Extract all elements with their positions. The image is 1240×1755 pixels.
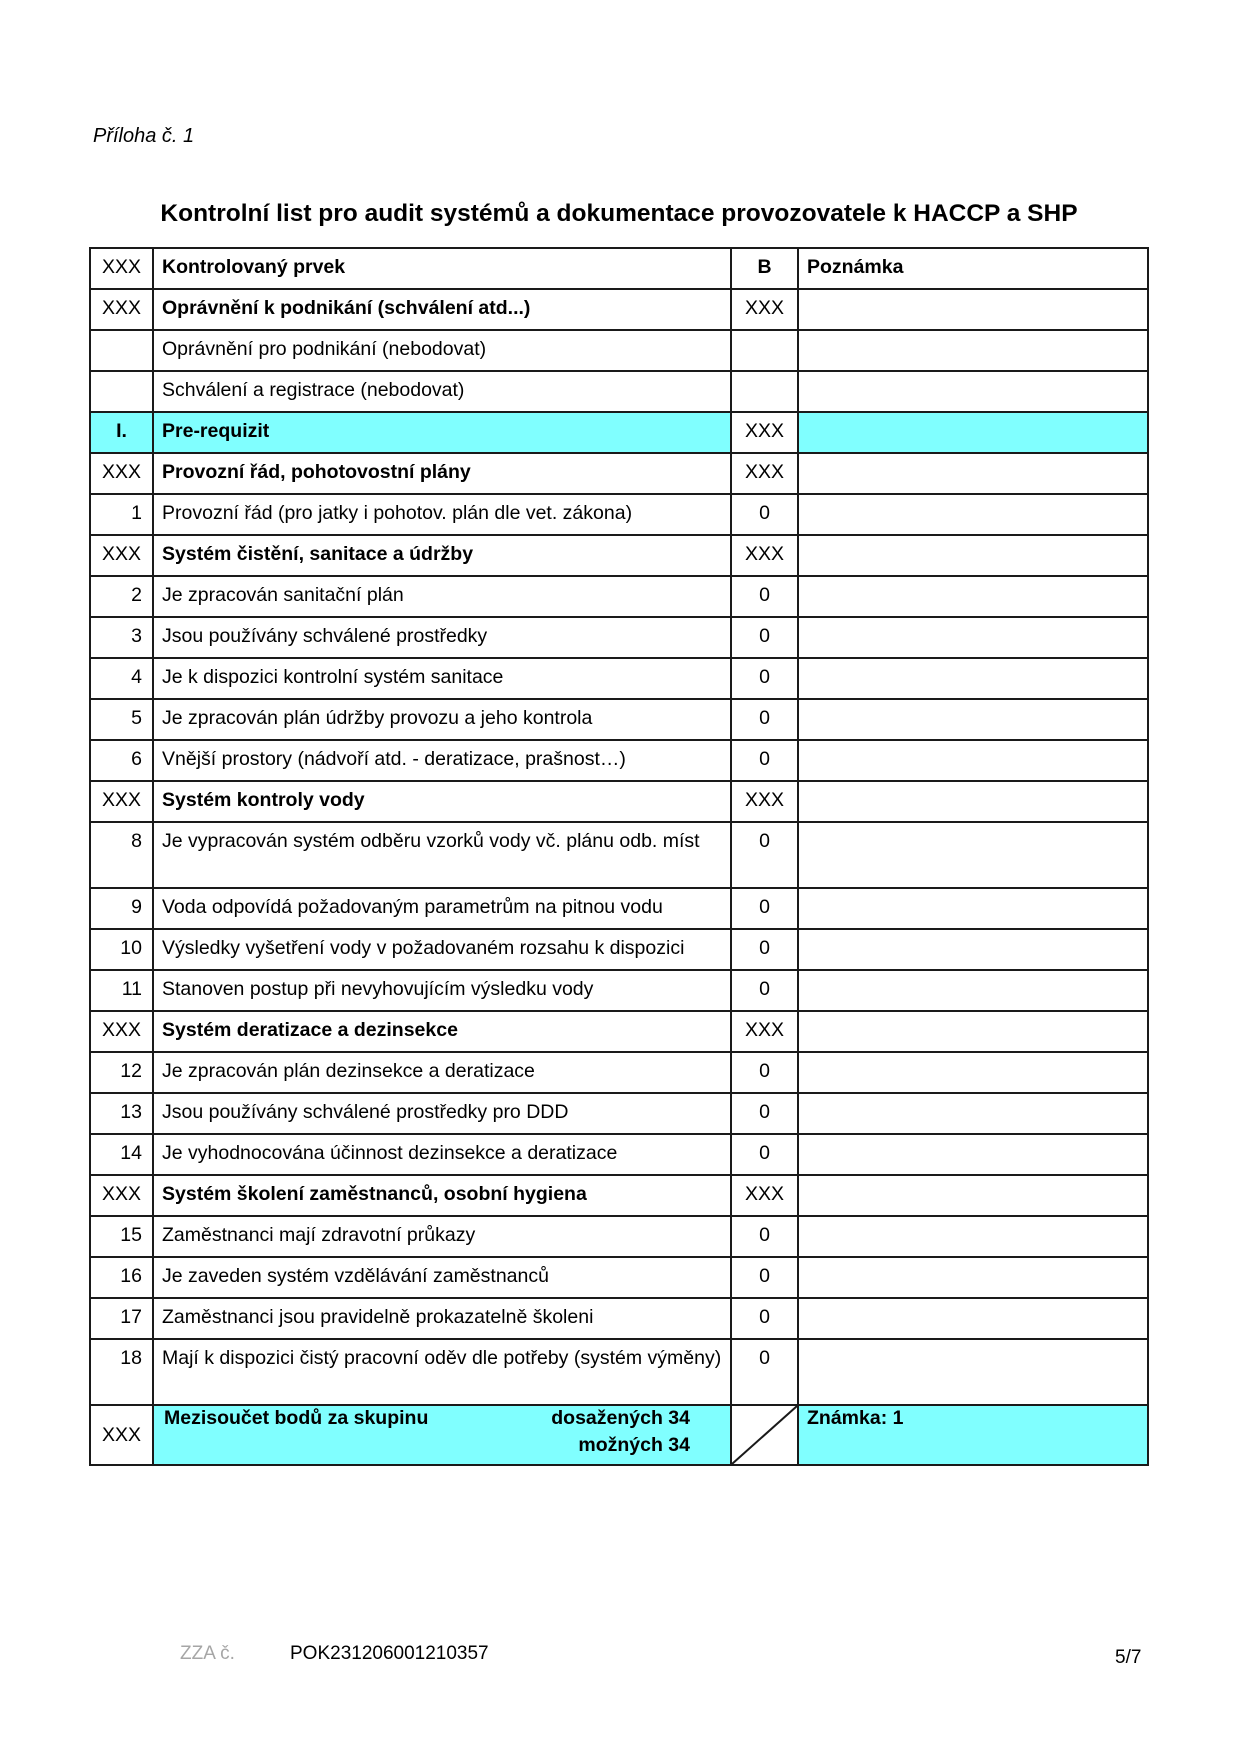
row-number: 9 (90, 888, 153, 929)
row-number: 17 (90, 1298, 153, 1339)
row-number: XXX (90, 453, 153, 494)
row-item: Voda odpovídá požadovaným parametrům na pitnou vodu (153, 888, 731, 929)
row-points: XXX (731, 535, 798, 576)
row-points: XXX (731, 289, 798, 330)
row-number: XXX (90, 535, 153, 576)
row-item: Zaměstnanci mají zdravotní průkazy (153, 1216, 731, 1257)
table-row (90, 822, 1148, 888)
row-item: Stanoven postup při nevyhovujícím výsledku vody (153, 970, 731, 1011)
row-note (798, 781, 1148, 822)
row-number: 15 (90, 1216, 153, 1257)
row-points: XXX (731, 453, 798, 494)
table-row (90, 1257, 1148, 1298)
row-number: 2 (90, 576, 153, 617)
group-row (90, 412, 1148, 453)
row-points: 0 (731, 1257, 798, 1298)
subtotal-grade: Známka: 1 (798, 1405, 1148, 1465)
row-number: 12 (90, 1052, 153, 1093)
row-note (798, 412, 1148, 453)
row-item: Oprávnění pro podnikání (nebodovat) (153, 330, 731, 371)
table-row (90, 576, 1148, 617)
row-note (798, 1257, 1148, 1298)
table-row (90, 371, 1148, 412)
row-number: 1 (90, 494, 153, 535)
row-item: Pre-requizit (153, 412, 731, 453)
row-note (798, 494, 1148, 535)
row-note (798, 1011, 1148, 1052)
table-row (90, 494, 1148, 535)
row-item: Schválení a registrace (nebodovat) (153, 371, 731, 412)
section-row (90, 1175, 1148, 1216)
row-number: 5 (90, 699, 153, 740)
row-item: Systém školení zaměstnanců, osobní hygiena (153, 1175, 731, 1216)
row-item: Je zpracován sanitační plán (153, 576, 731, 617)
checklist-table (89, 247, 1149, 1466)
row-item: Systém kontroly vody (153, 781, 731, 822)
row-number: 13 (90, 1093, 153, 1134)
row-points: 0 (731, 970, 798, 1011)
row-item: Je vyhodnocována účinnost dezinsekce a deratizace (153, 1134, 731, 1175)
row-note (798, 289, 1148, 330)
row-number: XXX (90, 1011, 153, 1052)
row-points: 0 (731, 1216, 798, 1257)
annex-label: Příloha č. 1 (93, 125, 195, 147)
row-note (798, 1216, 1148, 1257)
row-item: Systém čistění, sanitace a údržby (153, 535, 731, 576)
table-row (90, 1093, 1148, 1134)
row-points: 0 (731, 699, 798, 740)
table-row (90, 699, 1148, 740)
row-item: Zaměstnanci jsou pravidelně prokazatelně školeni (153, 1298, 731, 1339)
row-note (798, 658, 1148, 699)
row-item: Provozní řád, pohotovostní plány (153, 453, 731, 494)
row-item: Provozní řád (pro jatky i pohotov. plán dle vet. zákona) (153, 494, 731, 535)
row-number (90, 371, 153, 412)
row-note (798, 1134, 1148, 1175)
row-item: Výsledky vyšetření vody v požadovaném rozsahu k dispozici (153, 929, 731, 970)
table-row (90, 1134, 1148, 1175)
row-item: Oprávnění k podnikání (schválení atd...) (153, 289, 731, 330)
section-row (90, 289, 1148, 330)
footer-code: POK231206001210357 (290, 1643, 489, 1664)
row-points: 0 (731, 1093, 798, 1134)
row-points: 0 (731, 494, 798, 535)
row-points: 0 (731, 740, 798, 781)
row-note (798, 888, 1148, 929)
row-item: Je vypracován systém odběru vzorků vody vč. plánu odb. míst (153, 822, 731, 888)
row-item: Je k dispozici kontrolní systém sanitace (153, 658, 731, 699)
table-row (90, 740, 1148, 781)
row-number: 18 (90, 1339, 153, 1405)
row-note (798, 535, 1148, 576)
row-note (798, 617, 1148, 658)
table-row (90, 929, 1148, 970)
row-points (731, 330, 798, 371)
row-points (731, 371, 798, 412)
row-number: XXX (90, 1175, 153, 1216)
row-number: 4 (90, 658, 153, 699)
section-row (90, 1011, 1148, 1052)
row-points: XXX (731, 781, 798, 822)
table-row (90, 970, 1148, 1011)
section-row (90, 453, 1148, 494)
row-item: Vnější prostory (nádvoří atd. - deratizace, prašnost…) (153, 740, 731, 781)
section-row (90, 535, 1148, 576)
table-row (90, 658, 1148, 699)
row-points: XXX (731, 412, 798, 453)
row-item: Je zaveden systém vzdělávání zaměstnanců (153, 1257, 731, 1298)
row-note (798, 929, 1148, 970)
row-item: Je zpracován plán údržby provozu a jeho kontrola (153, 699, 731, 740)
subtotal-num: XXX (90, 1405, 153, 1465)
table-row (90, 617, 1148, 658)
row-note (798, 1298, 1148, 1339)
table-row (90, 888, 1148, 929)
row-note (798, 1175, 1148, 1216)
header-note: Poznámka (798, 248, 1148, 289)
row-item: Je zpracován plán dezinsekce a deratizace (153, 1052, 731, 1093)
header-num: XXX (90, 248, 153, 289)
row-item: Jsou používány schválené prostředky pro DDD (153, 1093, 731, 1134)
row-number (90, 330, 153, 371)
row-note (798, 822, 1148, 888)
row-points: 0 (731, 576, 798, 617)
header-b: B (731, 248, 798, 289)
row-points: XXX (731, 1175, 798, 1216)
subtotal-label: Mezisoučet bodů za skupinu (164, 1407, 429, 1429)
document-title-text: Kontrolní list pro audit systémů a dokumentace provozovatele k HACCP a SHP (160, 200, 1078, 227)
table-row (90, 1052, 1148, 1093)
subtotal-possible: možných 34 (578, 1434, 690, 1456)
table-row (90, 330, 1148, 371)
footer-label: ZZA č. (180, 1643, 235, 1664)
subtotal-row (90, 1405, 1148, 1465)
table-row (90, 1216, 1148, 1257)
row-note (798, 1052, 1148, 1093)
row-note (798, 453, 1148, 494)
row-item: Systém deratizace a dezinsekce (153, 1011, 731, 1052)
row-item: Jsou používány schválené prostředky (153, 617, 731, 658)
row-number: 10 (90, 929, 153, 970)
row-note (798, 576, 1148, 617)
row-item: Mají k dispozici čistý pracovní oděv dle potřeby (systém výměny) (153, 1339, 731, 1405)
subtotal-cell (153, 1405, 731, 1465)
row-number: XXX (90, 781, 153, 822)
row-points: 0 (731, 888, 798, 929)
diagonal-line (732, 1406, 797, 1464)
row-number: XXX (90, 289, 153, 330)
table-header-row (90, 248, 1148, 289)
row-points: 0 (731, 1052, 798, 1093)
row-points: 0 (731, 1339, 798, 1405)
row-note (798, 1093, 1148, 1134)
row-points: 0 (731, 1298, 798, 1339)
row-note (798, 970, 1148, 1011)
row-number: 14 (90, 1134, 153, 1175)
row-points: 0 (731, 822, 798, 888)
header-item: Kontrolovaný prvek (153, 248, 731, 289)
subtotal-achieved: dosažených 34 (551, 1407, 690, 1429)
row-points: 0 (731, 658, 798, 699)
row-points: 0 (731, 929, 798, 970)
row-number: 3 (90, 617, 153, 658)
row-note (798, 740, 1148, 781)
row-note (798, 1339, 1148, 1405)
page-number: 5/7 (1115, 1647, 1142, 1668)
row-points: XXX (731, 1011, 798, 1052)
row-number: 6 (90, 740, 153, 781)
section-row (90, 781, 1148, 822)
row-number: 11 (90, 970, 153, 1011)
row-number: I. (90, 412, 153, 453)
row-points: 0 (731, 617, 798, 658)
row-note (798, 330, 1148, 371)
row-number: 16 (90, 1257, 153, 1298)
row-note (798, 371, 1148, 412)
table-row (90, 1339, 1148, 1405)
row-number: 8 (90, 822, 153, 888)
subtotal-points-crossed (731, 1405, 798, 1465)
document-title (0, 200, 1240, 228)
row-note (798, 699, 1148, 740)
table-row (90, 1298, 1148, 1339)
row-points: 0 (731, 1134, 798, 1175)
